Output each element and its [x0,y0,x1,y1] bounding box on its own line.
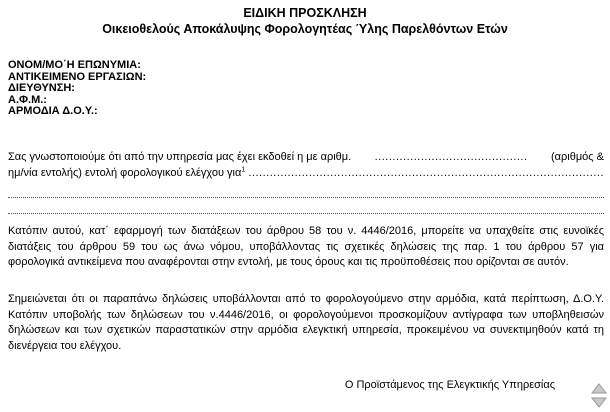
dotted-line-1 [8,197,604,198]
scroll-arrows-icon[interactable] [590,382,608,410]
provisions-paragraph: Κατόπιν αυτού, κατ΄ εφαρμογή των διατάξεων του άρθρου 58 του ν. 4446/2016, μπορείτε να υπαχθείτε στις ευνοϊκές διατάξεις του άρθρου 59 του ως άνω νόμου, υποβάλλοντας τις σχετικές δηλώσεις της παρ. 1 του άρθρου 57 για φορολογικά αντικείμενα που αναφέρονται στην εντολή, με τους όρους και τις προϋποθέσεις που ορίζονται σε αυτόν. [8,225,604,268]
dotted-line-2 [8,213,604,214]
notice-line-1-text: Σας γνωστοποιούμε ότι από την υπηρεσία μας έχει εκδοθεί η με αριθμ. [8,151,352,163]
signature-line: Ο Προϊστάμενος της Ελεγκτικής Υπηρεσίας [344,379,555,391]
document-subtitle: Οικειοθελούς Αποκάλυψης Φορολογητέας Ύλης Παρελθόντων Ετών [102,22,508,36]
field-name: ΟΝΟΜ/ΜΟ΄Η ΕΠΩΝΥΜΙΑ: [8,59,141,71]
notice-paragraph [8,150,604,181]
recipient-fields [8,60,146,118]
notice-line-2-dots: .................................................................................................... [248,166,604,179]
notice-line-2-text [8,166,245,182]
notice-line-1-end: (αριθμός & [551,151,604,163]
notice-line-1-dots: ........................................... [374,151,528,163]
field-afm: Α.Φ.Μ.: [8,93,47,106]
document-title: ΕΙΔΙΚΗ ΠΡΟΣΚΛΗΣΗ [243,6,367,20]
notice-line-2-label: ημ/νία εντολής) εντολή φορολογικού ελέγχου για [8,166,242,179]
notice-line-2 [8,166,604,182]
field-doy: ΑΡΜΟΔΙΑ Δ.Ο.Υ.: [8,105,98,117]
field-activity: ΑΝΤΙΚΕΙΜΕΝΟ ΕΡΓΑΣΙΩΝ: [8,70,147,83]
notice-line-1 [8,150,604,166]
footnote-marker: 1 [241,165,246,173]
field-address: ΔΙΕΥΘΥΝΣΗ: [8,82,75,94]
submission-paragraph: Σημειώνεται ότι οι παραπάνω δηλώσεις υποβάλλονται από το φορολογούμενο στην αρμόδια, κατά περίπτωση, Δ.Ο.Υ. Κατόπιν υποβολής των δηλώσεων του ν.4446/2016, οι φορολογούμενοι προσκομίζουν αντίγραφα των υποβληθεισών δηλώσεων και των σχετικών παραστατικών στην αρμόδια ελεγκτική υπηρεσία, προκειμένου να συνεκτιμηθούν κατά τη διενέργεια του ελέγχου. [8,293,604,352]
